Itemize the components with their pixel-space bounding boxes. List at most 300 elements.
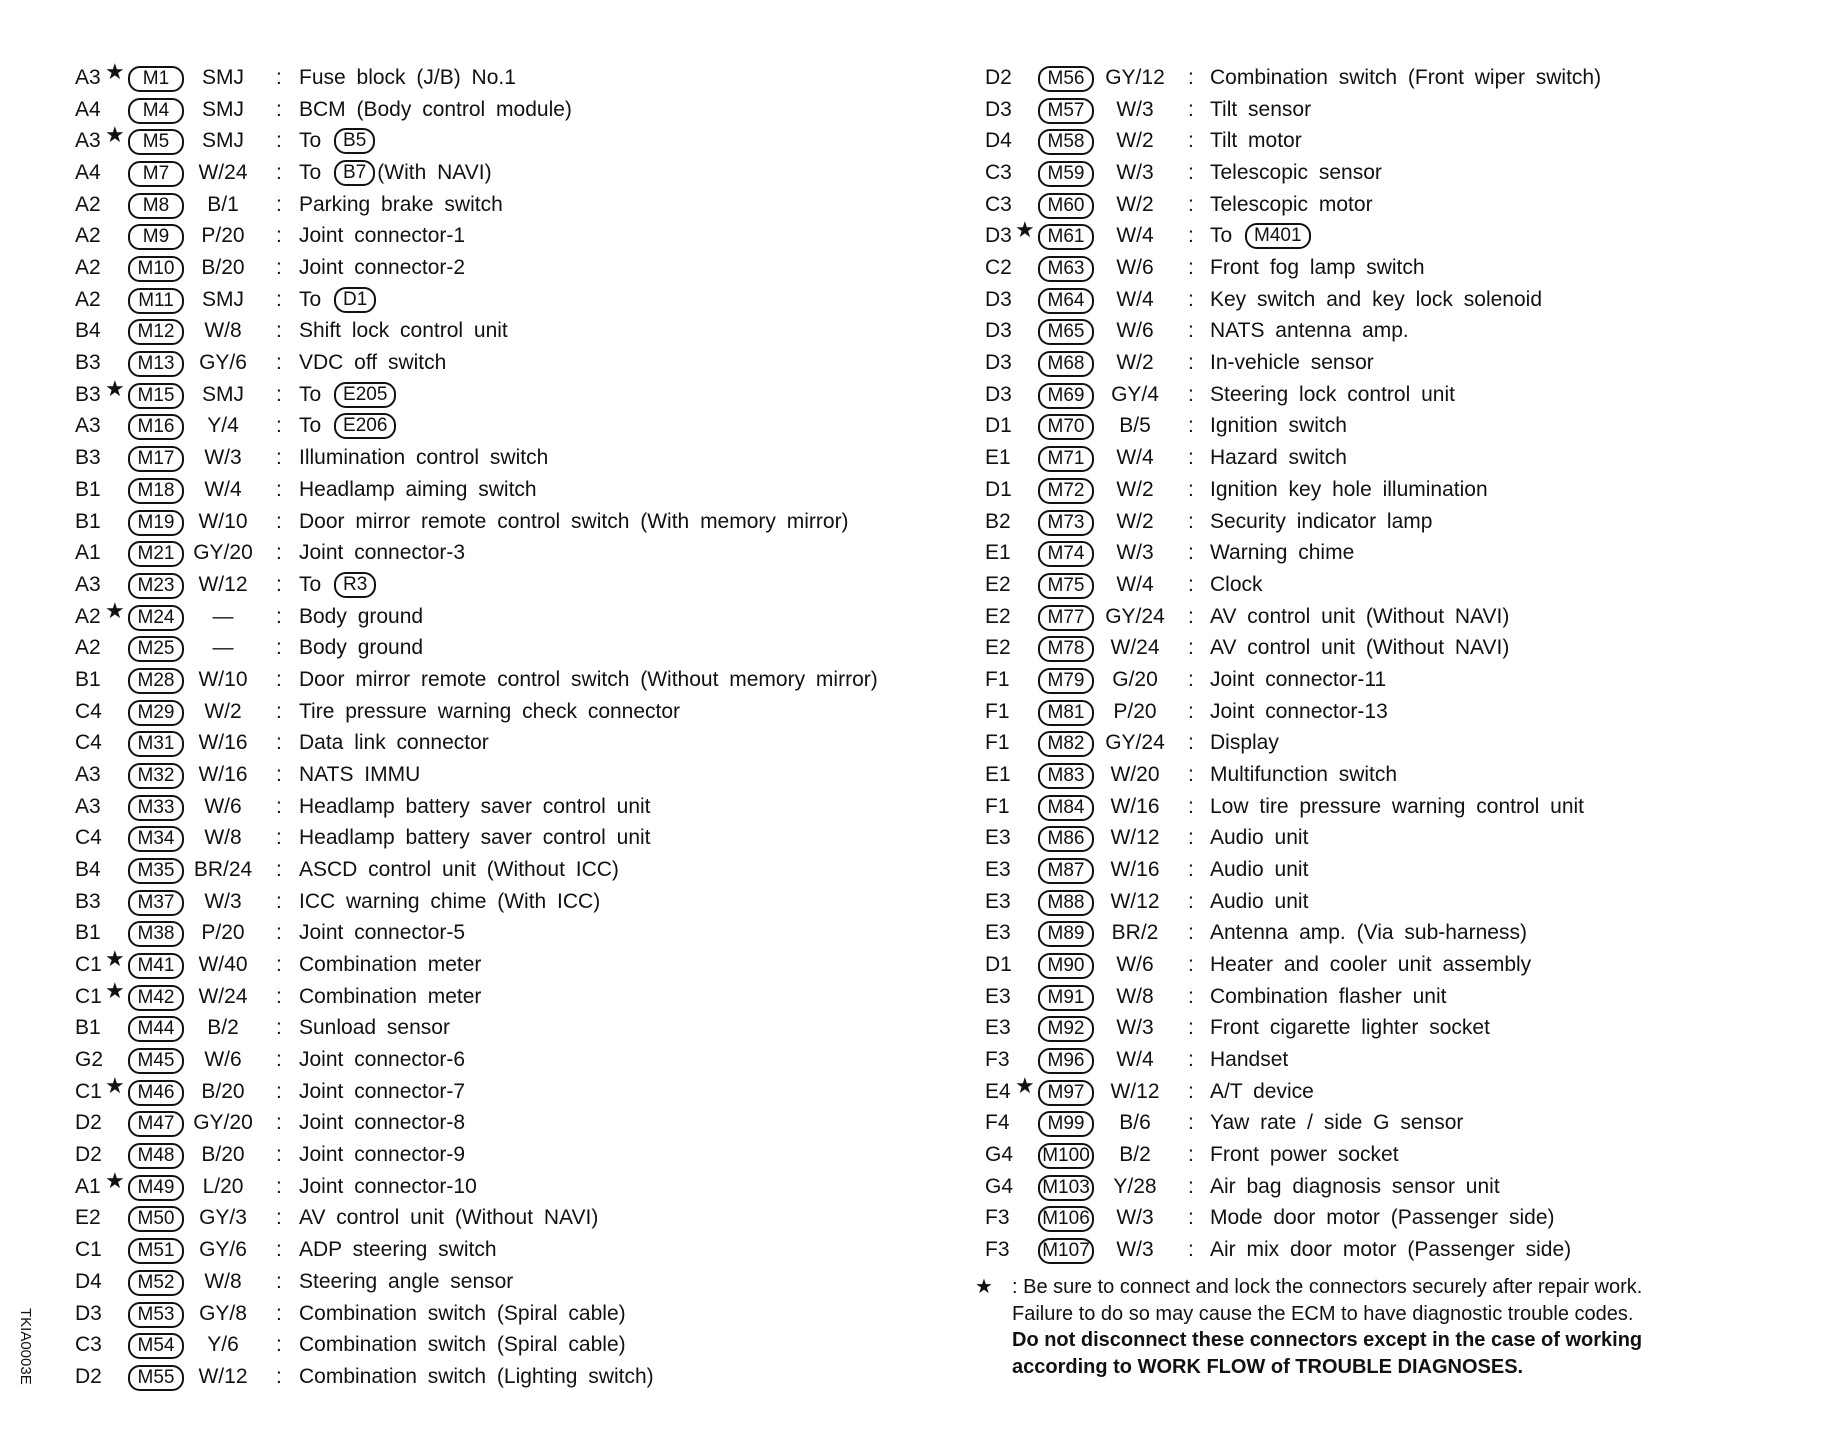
harness-color: GY/20 [193,541,253,565]
description-text: Parking brake switch [299,192,503,216]
grid-location: D1 [985,414,1012,438]
star-icon: ★ [105,1167,125,1193]
connector-number: M92 [1038,1016,1094,1042]
connector-description [1210,759,1397,791]
connector-number: M15 [128,383,184,409]
connector-description [1210,1234,1571,1266]
connector-number: M38 [128,921,184,947]
harness-color: SMJ [202,287,244,311]
grid-location: A3 [75,66,101,89]
harness-color: SMJ [202,97,244,121]
connector-number: M34 [128,826,184,852]
connector-number: M18 [128,478,184,504]
grid-location: E1 [985,446,1011,470]
description-text: ADP steering switch [299,1238,497,1262]
connector-number: M96 [1038,1048,1094,1074]
grid-location: D3 [985,351,1012,375]
separator: : [1188,1016,1194,1040]
separator: : [276,1048,282,1072]
harness-color: W/10 [198,509,248,533]
grid-location: B1 [75,921,101,945]
description-text: Mode door motor (Passenger side) [1210,1206,1555,1230]
separator: : [1188,858,1194,881]
grid-location: D2 [75,1143,102,1167]
grid-location: D2 [75,1364,102,1388]
footnote-line-1: Be sure to connect and lock the connectors securely after repair work. [1023,1276,1643,1298]
connector-description [1210,791,1584,823]
harness-color: G/20 [1112,667,1158,691]
separator: : [1188,129,1194,153]
grid-location: E2 [985,636,1011,660]
grid-location: A3 [75,414,101,438]
harness-color: W/2 [1116,129,1154,153]
separator: : [276,161,282,185]
grid-location: A3 [75,762,101,786]
connector-description [299,1139,465,1171]
connector-number: M65 [1038,319,1094,345]
connector-description [299,537,465,569]
connector-description [1210,1139,1399,1171]
connector-number: M7 [128,161,184,187]
connector-number: M97 [1038,1080,1094,1106]
connector-description [1210,696,1388,728]
separator: : [1188,984,1194,1008]
referenced-connector: E206 [334,413,396,439]
separator: : [276,826,282,850]
connector-number: M57 [1038,98,1094,124]
separator: : [276,382,282,406]
connector-description [299,474,537,506]
connector-description [1210,601,1509,633]
connector-description [1210,854,1308,886]
separator: : [276,1364,282,1388]
connector-number: M13 [128,351,184,377]
separator: : [276,731,282,755]
connector-number: M72 [1038,478,1094,504]
connector-description [1210,1012,1490,1044]
connector-number: M35 [128,858,184,884]
description-text: Combination switch (Front wiper switch) [1210,66,1602,89]
harness-color: W/4 [1116,572,1154,596]
connector-number: M61 [1038,224,1094,250]
harness-color: W/3 [1116,1016,1154,1040]
harness-color: GY/24 [1105,731,1165,755]
connector-description [1210,347,1374,379]
harness-color: GY/6 [199,1238,247,1262]
grid-location: F4 [985,1111,1010,1135]
connector-number: M84 [1038,795,1094,821]
connector-number: M31 [128,731,184,757]
grid-location: E1 [985,762,1011,786]
grid-location: F3 [985,1206,1010,1230]
connector-number: M103 [1038,1175,1094,1201]
grid-location: G4 [985,1174,1014,1198]
grid-location: D4 [985,129,1012,153]
connector-description [1210,1107,1463,1139]
description-text: Ignition switch [1210,414,1347,438]
separator: : [1188,604,1194,628]
description-text: Low tire pressure warning control unit [1210,794,1585,818]
harness-color: P/20 [1113,699,1157,723]
connector-description [299,1266,513,1298]
harness-color: W/2 [204,699,242,723]
referenced-connector: R3 [334,572,376,598]
description-text: Illumination control switch [299,446,549,470]
separator: : [276,953,282,977]
separator: : [276,66,282,89]
separator: : [1188,1238,1194,1262]
connector-number: M8 [128,193,184,219]
connector-number: M17 [128,446,184,472]
grid-location: B1 [75,1016,101,1040]
description-text: Key switch and key lock solenoid [1210,287,1542,311]
separator: : [1188,699,1194,723]
grid-location: A4 [75,97,101,121]
separator: : [1188,287,1194,311]
connector-description [1210,1171,1500,1203]
grid-location: A2 [75,256,101,280]
connector-number: M33 [128,795,184,821]
grid-location: A1 [75,1174,101,1198]
description-text: Combination switch (Lighting switch) [299,1364,654,1388]
harness-color: W/4 [1116,287,1154,311]
grid-location: B3 [75,446,101,470]
grid-location: F1 [985,731,1010,755]
separator: : [276,572,282,596]
separator: : [276,1079,282,1103]
separator: : [276,1238,282,1262]
harness-color: W/6 [204,1048,242,1072]
description-text: BCM (Body control module) [299,97,572,121]
grid-location: E3 [985,1016,1011,1040]
description-text: Fuse block (J/B) No.1 [299,66,516,89]
star-icon: ★ [105,946,125,972]
description-text: AV control unit (Without NAVI) [1210,636,1510,660]
separator: : [276,889,282,913]
separator: : [276,414,282,438]
harness-color: GY/8 [199,1301,247,1325]
connector-description [299,1171,477,1203]
grid-location: B2 [985,509,1011,533]
harness-color: B/5 [1119,414,1151,438]
connector-description [299,854,619,886]
description-text: Joint connector-3 [299,541,466,565]
harness-color: W/24 [198,161,248,185]
connector-description [299,252,465,284]
harness-color: W/12 [198,1364,248,1388]
connector-description [1210,252,1425,284]
description-text: Tire pressure warning check connector [299,699,681,723]
connector-description [1210,315,1409,347]
connector-description [299,1234,497,1266]
harness-color: GY/6 [199,351,247,375]
connector-description [299,1012,450,1044]
separator: : [1188,256,1194,280]
description-text: NATS IMMU [299,762,421,786]
star-icon: ★ [1015,1072,1035,1098]
separator: : [276,446,282,470]
harness-color: — [212,636,234,660]
separator: : [276,256,282,280]
harness-color: — [212,604,234,628]
connector-description [1210,410,1347,442]
separator: : [1188,414,1194,438]
separator: : [276,1016,282,1040]
description-text: Clock [1210,572,1263,596]
connector-number: M75 [1038,573,1094,599]
harness-color: W/12 [198,572,248,596]
connector-description [299,1076,465,1108]
description-text: To [299,161,322,185]
separator: : [276,97,282,121]
footnote-line-2: Failure to do so may cause the ECM to have diagnostic trouble codes. [1012,1302,1634,1325]
connector-number: M19 [128,510,184,536]
connector-number: M64 [1038,288,1094,314]
connector-number: M44 [128,1016,184,1042]
connector-description [299,696,680,728]
star-icon: ★ [105,375,125,401]
star-icon: ★ [105,597,125,623]
description-text: Headlamp aiming switch [299,477,537,501]
description-text: To [299,287,322,311]
separator: : [1188,636,1194,660]
connector-number: M37 [128,890,184,916]
connector-description [1210,189,1373,221]
connector-description [299,886,600,918]
grid-location: D2 [75,1111,102,1135]
description-text: Headlamp battery saver control unit [299,794,651,818]
grid-location: C3 [985,161,1012,185]
grid-location: B1 [75,667,101,691]
grid-location: C4 [75,826,102,850]
separator: : [1188,509,1194,533]
description-text: Telescopic sensor [1210,161,1382,185]
separator: : [1188,541,1194,565]
harness-color: W/3 [204,446,242,470]
description-text: Tilt motor [1210,129,1302,153]
grid-location: E4 [985,1079,1011,1103]
separator: : [276,1269,282,1293]
description-text: To [299,572,322,596]
referenced-connector: E205 [334,382,396,408]
connector-description [1210,981,1446,1013]
description-text: NATS antenna amp. [1210,319,1409,343]
grid-location: E2 [985,604,1011,628]
description-text: AV control unit (Without NAVI) [1210,604,1510,628]
connector-number: M42 [128,985,184,1011]
grid-location: C4 [75,699,102,723]
description-text: To [299,129,322,153]
description-text: Ignition key hole illumination [1210,477,1488,501]
description-text: Tilt sensor [1210,97,1312,121]
grid-location: C1 [75,953,102,977]
grid-location: E2 [75,1206,101,1230]
grid-location: F3 [985,1048,1010,1072]
grid-location: D3 [985,287,1012,311]
description-text: Front power socket [1210,1143,1399,1167]
separator: : [1188,1206,1194,1230]
connector-number: M45 [128,1048,184,1074]
harness-color: P/20 [201,921,245,945]
connector-description [299,125,377,157]
harness-color: B/6 [1119,1111,1151,1135]
connector-number: M88 [1038,890,1094,916]
connector-description [299,949,481,981]
description-text: Yaw rate / side G sensor [1210,1111,1464,1135]
connector-description [1210,632,1509,664]
harness-color: W/6 [1116,953,1154,977]
grid-location: E2 [985,572,1011,596]
harness-color: W/6 [204,794,242,818]
harness-color: W/12 [1110,1079,1160,1103]
grid-location: D3 [985,97,1012,121]
separator: : [276,129,282,153]
description-text: To [1210,224,1233,248]
harness-color: W/16 [198,762,248,786]
description-text: Front fog lamp switch [1210,256,1425,280]
description-text: Heater and cooler unit assembly [1210,953,1532,977]
grid-location: B3 [75,382,101,406]
description-suffix: (With NAVI) [377,161,492,185]
description-text: Handset [1210,1048,1289,1072]
separator: : [276,509,282,533]
connector-number: M4 [128,98,184,124]
connector-number: M10 [128,256,184,282]
connector-number: M9 [128,224,184,250]
connector-number: M21 [128,541,184,567]
harness-color: W/3 [1116,541,1154,565]
connector-number: M52 [128,1270,184,1296]
separator: : [276,224,282,248]
grid-location: D3 [985,382,1012,406]
connector-description [1210,1202,1555,1234]
harness-color: W/24 [198,984,248,1008]
grid-location: G2 [75,1048,104,1072]
harness-color: W/6 [1116,256,1154,280]
connector-number: M47 [128,1111,184,1137]
connector-description [1210,125,1302,157]
separator: : [1188,97,1194,121]
grid-location: A2 [75,636,101,660]
connector-number: M53 [128,1302,184,1328]
connector-number: M69 [1038,383,1094,409]
connector-number: M51 [128,1238,184,1264]
harness-color: W/8 [1116,984,1154,1008]
description-text: Front cigarette lighter socket [1210,1016,1490,1040]
harness-color: B/1 [207,192,239,216]
separator: : [276,762,282,786]
separator: : [276,1111,282,1135]
description-text: Air bag diagnosis sensor unit [1210,1174,1500,1198]
grid-location: D4 [75,1269,102,1293]
description-text: VDC off switch [299,351,447,375]
connector-number: M1 [128,66,184,92]
connector-description [299,347,446,379]
connector-number: M68 [1038,351,1094,377]
description-text: Multifunction switch [1210,762,1398,786]
grid-location: C1 [75,1079,102,1103]
harness-color: W/4 [204,477,242,501]
grid-location: C2 [985,256,1012,280]
connector-description [1210,94,1311,126]
separator: : [1188,1174,1194,1198]
connector-number: M56 [1038,66,1094,92]
separator: : [1188,319,1194,343]
grid-location: E3 [985,984,1011,1008]
connector-number: M28 [128,668,184,694]
harness-color: W/8 [204,1269,242,1293]
harness-color: W/3 [1116,1238,1154,1262]
harness-color: B/20 [201,1143,245,1167]
description-text: Joint connector-6 [299,1048,466,1072]
separator: : [276,1333,282,1357]
separator: : [276,1143,282,1167]
connector-description [1210,822,1308,854]
grid-location: A2 [75,224,101,248]
footnote [975,1274,1642,1380]
separator: : [1188,889,1194,913]
description-text: Combination meter [299,953,482,977]
grid-location: F3 [985,1238,1010,1262]
description-text: Joint connector-5 [299,921,466,945]
description-text: Data link connector [299,731,489,755]
description-text: Headlamp battery saver control unit [299,826,651,850]
connector-description [299,632,423,664]
connector-number: M48 [128,1143,184,1169]
connector-number: M74 [1038,541,1094,567]
connector-description [1210,949,1531,981]
description-text: To [299,414,322,438]
referenced-connector: M401 [1245,223,1311,249]
harness-color: B/20 [201,1079,245,1103]
connector-number: M32 [128,763,184,789]
description-text: Joint connector-9 [299,1143,466,1167]
connector-number: M81 [1038,700,1094,726]
connector-description [1210,886,1308,918]
grid-location: C1 [75,984,102,1008]
harness-color: W/8 [204,826,242,850]
harness-color: GY/3 [199,1206,247,1230]
connector-number: M106 [1038,1206,1094,1232]
description-text: Audio unit [1210,889,1309,913]
harness-color: W/40 [198,953,248,977]
connector-number: M79 [1038,668,1094,694]
connector-number: M23 [128,573,184,599]
connector-description [299,1298,626,1330]
connector-description [1210,157,1382,189]
referenced-connector: D1 [334,287,376,313]
connector-description [299,284,378,316]
referenced-connector: B5 [334,128,375,154]
separator: : [276,351,282,375]
grid-location: C3 [75,1333,102,1357]
connector-number: M77 [1038,605,1094,631]
description-text: Steering lock control unit [1210,382,1455,406]
grid-location: A3 [75,129,101,153]
separator: : [1188,667,1194,691]
grid-location: B1 [75,477,101,501]
connector-description [1210,506,1432,538]
connector-description [299,791,651,823]
separator: : [1188,66,1194,89]
grid-location: E3 [985,889,1011,913]
connector-description [299,94,572,126]
description-text: Sunload sensor [299,1016,450,1040]
grid-location: F1 [985,667,1010,691]
harness-color: Y/6 [207,1333,239,1357]
description-text: Combination switch (Spiral cable) [299,1333,626,1357]
separator: : [276,604,282,628]
